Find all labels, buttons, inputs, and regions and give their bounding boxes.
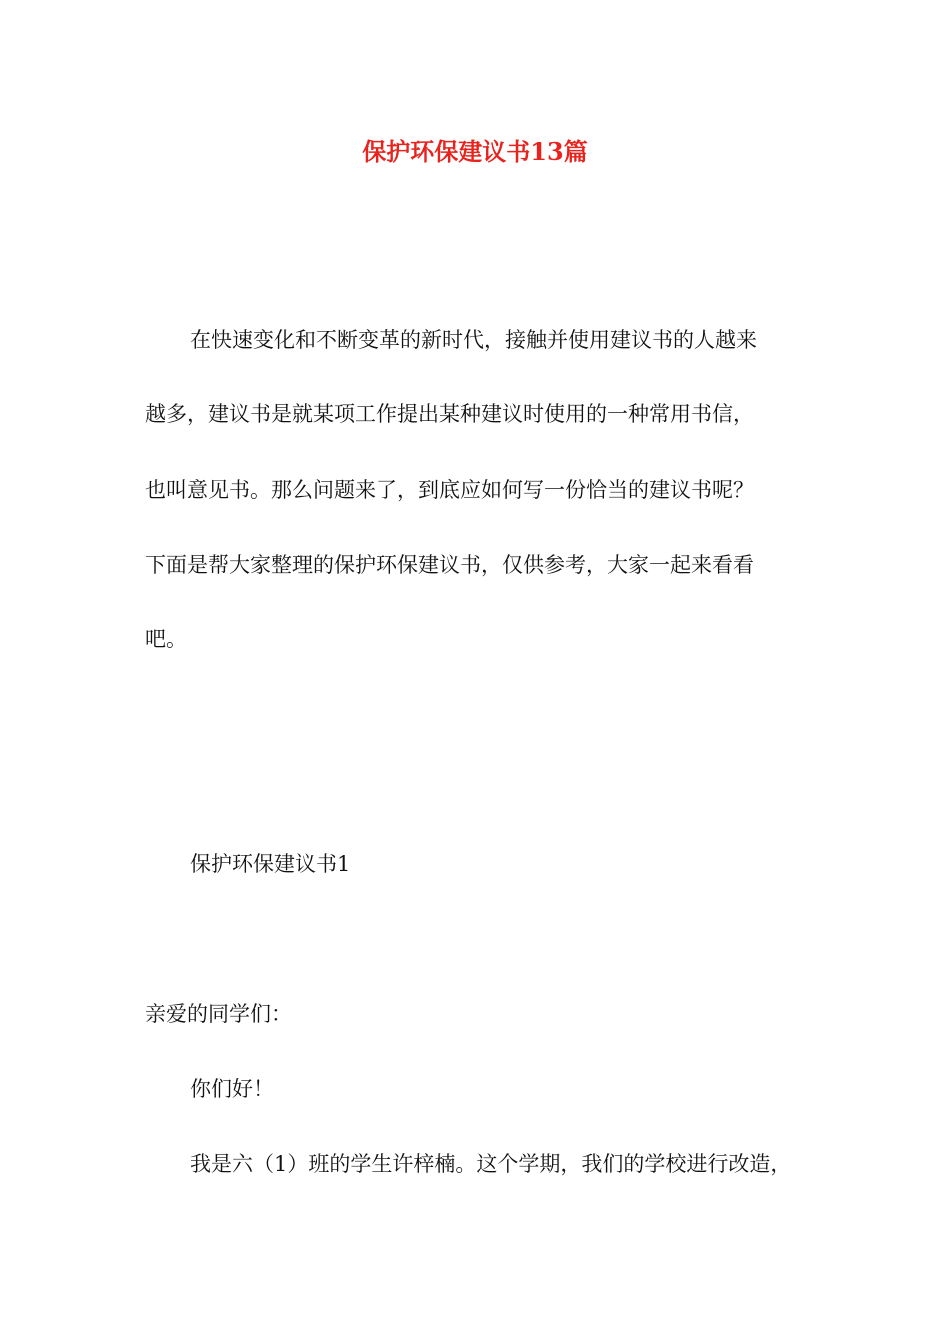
intro-line-3: 也叫意见书。那么问题来了，到底应如何写一份恰当的建议书呢？ — [145, 478, 754, 502]
section-heading: 保护环保建议书1 — [190, 852, 351, 876]
document-title: 保护环保建议书13篇 — [362, 137, 588, 166]
intro-line-1: 在快速变化和不断变革的新时代，接触并使用建议书的人越来 — [190, 328, 757, 352]
greeting: 你们好！ — [190, 1077, 274, 1101]
intro-line-4: 下面是帮大家整理的保护环保建议书，仅供参考，大家一起来看看 — [145, 553, 754, 577]
salutation: 亲爱的同学们： — [145, 1002, 292, 1026]
body-line-1: 我是六（1）班的学生许梓楠。这个学期，我们的学校进行改造， — [190, 1152, 792, 1176]
intro-line-2: 越多，建议书是就某项工作提出某种建议时使用的一种常用书信， — [145, 402, 754, 426]
intro-line-5: 吧。 — [145, 627, 187, 651]
